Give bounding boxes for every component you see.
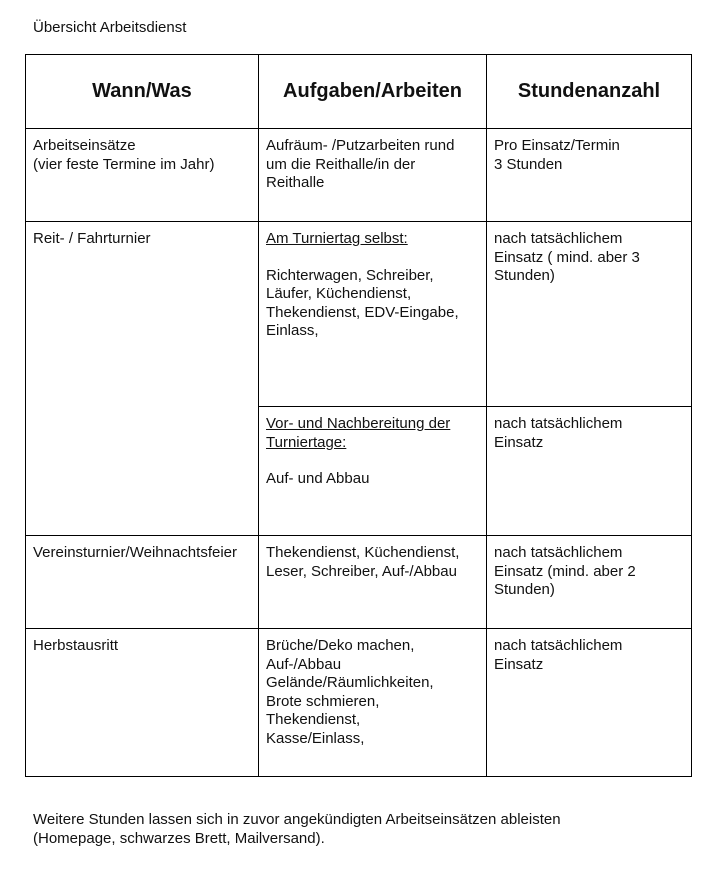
table-row (26, 222, 692, 407)
cell-subheading: Am Turniertag selbst: (266, 230, 408, 247)
table-row (26, 129, 692, 222)
cell-text: Vereinsturnier/Weihnachtsfeier (33, 544, 237, 561)
cell-task (259, 629, 487, 777)
cell-task (259, 129, 487, 222)
cell-hours (487, 407, 692, 536)
cell-text: Stunden) (494, 581, 555, 598)
work-duty-table (25, 54, 692, 777)
footer-line: (Homepage, schwarzes Brett, Mailversand). (33, 830, 325, 847)
cell-text: Kasse/Einlass, (266, 729, 365, 747)
cell-text: Herbstausritt (33, 637, 119, 654)
cell-text: nach tatsächlichem (494, 415, 623, 432)
cell-text: Brote schmieren, (266, 692, 380, 710)
cell-text: Arbeitseinsätze (33, 137, 136, 154)
cell-text: Einlass, (266, 322, 319, 339)
cell-text: Reithalle (266, 174, 325, 191)
cell-text: Thekendienst, Küchendienst, (266, 544, 460, 561)
footer-note (33, 810, 561, 848)
cell-subheading: Turniertage: (266, 433, 347, 451)
cell-text: Richterwagen, Schreiber, (266, 266, 434, 284)
cell-text: Stunden) (494, 267, 555, 284)
cell-text: Gelände/Räumlichkeiten, (266, 674, 434, 691)
cell-task (259, 536, 487, 629)
cell-text: Auf-/Abbau (266, 655, 342, 673)
cell-text: Thekendienst, EDV-Eingabe, (266, 303, 459, 321)
cell-when (26, 222, 259, 536)
cell-hours (487, 536, 692, 629)
cell-text: Reit- / Fahrturnier (33, 230, 151, 247)
cell-text: Einsatz (494, 655, 544, 673)
cell-text: um die Reithalle/in der (266, 155, 416, 173)
cell-when (26, 629, 259, 777)
header-hours: Stundenanzahl (487, 55, 692, 129)
cell-text: Läufer, Küchendienst, (266, 285, 412, 302)
table-header-row (26, 55, 692, 129)
cell-subheading: Vor- und Nachbereitung der (266, 415, 451, 432)
cell-text: Thekendienst, (266, 711, 361, 728)
cell-when (26, 129, 259, 222)
cell-text: nach tatsächlichem (494, 637, 623, 654)
cell-text: Pro Einsatz/Termin (494, 137, 620, 154)
document-title: Übersicht Arbeitsdienst (33, 19, 187, 36)
cell-text: Aufräum- /Putzarbeiten rund (266, 137, 455, 154)
cell-text: Brüche/Deko machen, (266, 637, 415, 654)
cell-task (259, 407, 487, 536)
cell-text: Einsatz (mind. aber 2 (494, 562, 636, 580)
cell-hours (487, 129, 692, 222)
cell-hours (487, 629, 692, 777)
footer-line: Weitere Stunden lassen sich in zuvor angekündigten Arbeitseinsätzen ableisten (33, 811, 561, 828)
cell-text: Einsatz (494, 433, 544, 451)
cell-hours (487, 222, 692, 407)
cell-text: nach tatsächlichem (494, 544, 623, 561)
header-when-what: Wann/Was (26, 55, 259, 129)
cell-text: 3 Stunden (494, 155, 563, 173)
cell-text: (vier feste Termine im Jahr) (33, 155, 215, 173)
cell-task (259, 222, 487, 407)
header-tasks: Aufgaben/Arbeiten (259, 55, 487, 129)
cell-text: Einsatz ( mind. aber 3 (494, 248, 640, 266)
table-row (26, 536, 692, 629)
cell-text: Leser, Schreiber, Auf-/Abbau (266, 562, 457, 580)
cell-text: nach tatsächlichem (494, 230, 623, 247)
cell-when (26, 536, 259, 629)
cell-text: Auf- und Abbau (266, 470, 370, 487)
table-row (26, 629, 692, 777)
